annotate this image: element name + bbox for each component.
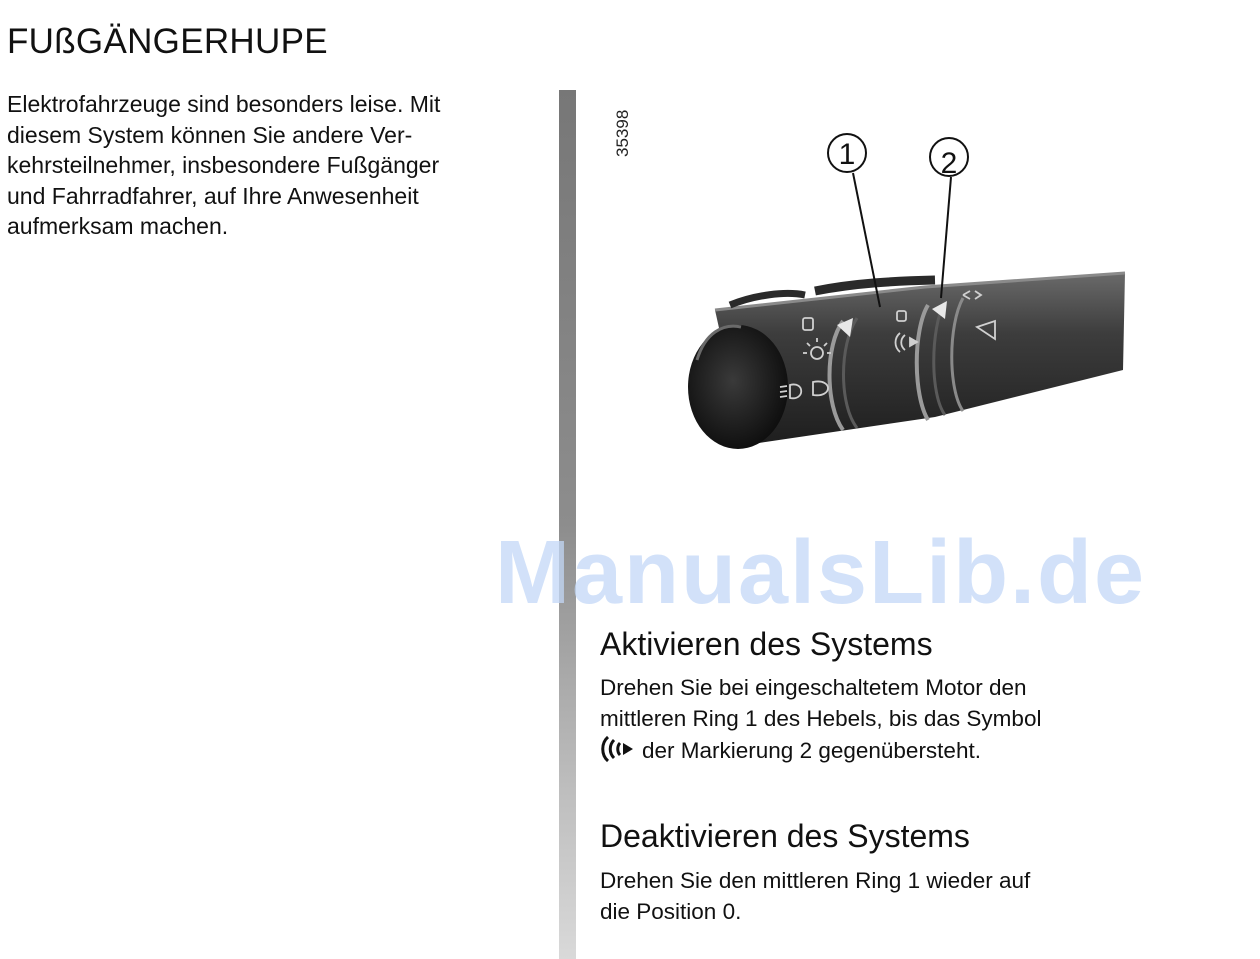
callout-1 [828,134,866,172]
intro-line: kehrsteilnehmer, insbesondere Fußgänger [7,152,440,178]
page-title: FUßGÄNGERHUPE [7,22,328,61]
callout-2 [930,138,968,180]
activate-paragraph [600,673,1041,767]
callout-1-label: 1 [838,138,856,171]
section-heading-deactivate: Deaktivieren des Systems [600,818,970,854]
intro-line: aufmerksam machen. [7,213,229,239]
intro-line: und Fahrradfahrer, auf Ihre Anwesenheit [7,182,419,209]
deactivate-line: Drehen Sie den mittleren Ring 1 wieder auf [600,868,1031,893]
deactivate-paragraph [600,866,1030,927]
watermark: ManualsLib.de [495,523,1147,623]
activate-line-text: der Markierung 2 gegenübersteht. [642,738,981,763]
callout-2-label: 2 [940,147,958,180]
deactivate-line: die Position 0. [600,898,742,924]
figure-ref-number: 35398 [613,109,632,157]
activate-line: mittleren Ring 1 des Hebels, bis das Symbol [600,705,1042,731]
intro-line: diesem System können Sie andere Ver- [7,121,413,148]
lever-illustration [595,95,1155,505]
intro-paragraph [7,89,527,242]
pedestrian-horn-icon [600,734,634,764]
activate-line: Drehen Sie bei eingeschaltetem Motor den [600,675,1027,700]
intro-line: Elektrofahrzeuge sind besonders leise. Mit [7,91,441,117]
section-heading-activate: Aktivieren des Systems [600,626,933,662]
activate-line-with-symbol [600,734,1041,767]
